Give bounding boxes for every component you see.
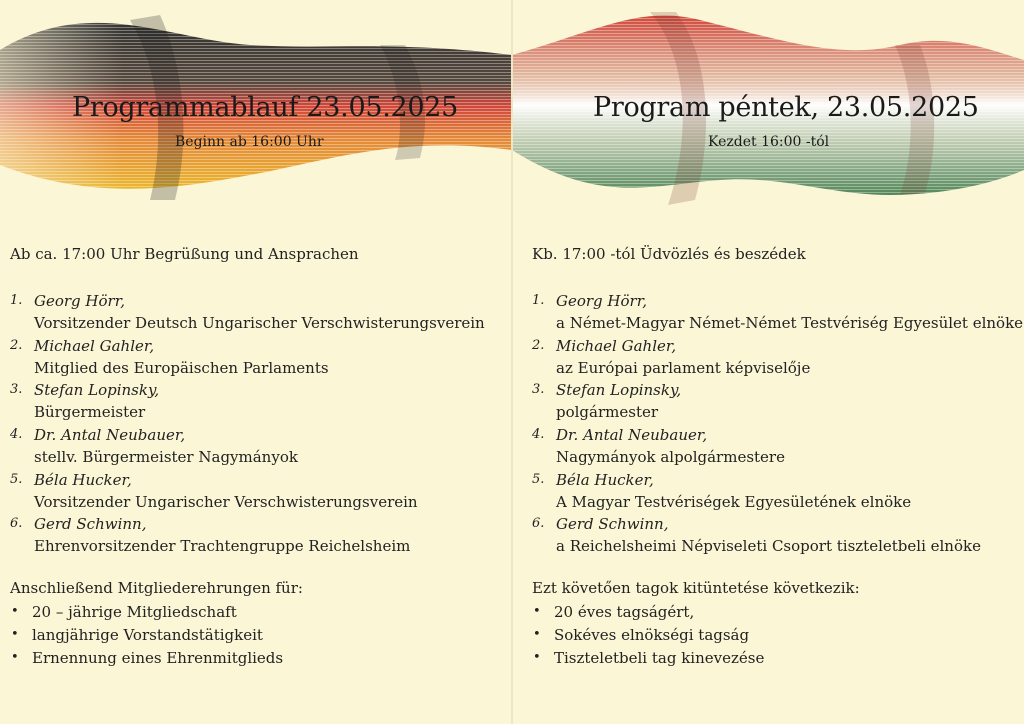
speaker-number: 4. — [532, 427, 545, 443]
speaker-item — [532, 379, 1023, 424]
speaker-role: a Német-Magyar Német-Német Testvériség Egyesület elnöke — [556, 314, 1024, 332]
speaker-number: 5. — [532, 471, 545, 487]
speaker-role: Bürgermeister — [34, 403, 146, 422]
speaker-item — [532, 424, 1023, 469]
speaker-number: 6. — [532, 516, 545, 532]
speaker-number: 6. — [10, 516, 23, 532]
speaker-number: 4. — [10, 427, 23, 443]
honor-label: 20 – jährige Mitgliedschaft — [32, 603, 237, 621]
speaker-role: Mitglied des Europäischen Parlaments — [34, 358, 329, 377]
honor-label: Tiszteletbeli tag kinevezése — [554, 649, 765, 667]
speaker-item — [532, 513, 1023, 558]
german-honors-list — [10, 601, 283, 670]
bullet-dot-icon: • — [11, 650, 19, 665]
speaker-role: az Európai parlament képviselője — [556, 358, 811, 377]
german-subtitle: Beginn ab 16:00 Uhr — [175, 134, 324, 150]
honor-item — [532, 624, 764, 647]
bullet-dot-icon: • — [533, 650, 541, 665]
speaker-name: Dr. Antal Neubauer, — [34, 426, 186, 445]
speaker-name: Michael Gahler, — [34, 336, 155, 355]
hungarian-honors-heading: Ezt követően tagok kitüntetése következik: — [532, 579, 860, 597]
hungarian-honors-list — [532, 601, 764, 670]
honor-item — [10, 624, 283, 647]
honor-label: Ernennung eines Ehrenmitglieds — [32, 649, 284, 667]
honor-item — [532, 647, 764, 670]
german-intro: Ab ca. 17:00 Uhr Begrüßung und Ansprachen — [10, 245, 359, 263]
bullet-dot-icon: • — [533, 604, 541, 619]
german-honors-heading: Anschließend Mitgliederehrungen für: — [10, 579, 303, 597]
hungarian-speaker-list — [532, 290, 1023, 558]
speaker-number: 1. — [532, 293, 545, 308]
speaker-number: 3. — [10, 382, 23, 398]
german-title: Programmablauf 23.05.2025 — [72, 92, 458, 123]
speaker-role: polgármester — [556, 403, 659, 422]
speaker-number: 5. — [10, 471, 23, 487]
speaker-role: Nagymányok alpolgármestere — [556, 448, 785, 467]
speaker-role: a Reichelsheimi Népviseleti Csoport tiszteletbeli elnöke — [556, 537, 981, 556]
honor-item — [10, 647, 283, 670]
speaker-number: 2. — [532, 337, 545, 353]
bullet-dot-icon: • — [11, 627, 19, 642]
hungarian-title: Program péntek, 23.05.2025 — [593, 92, 979, 123]
honor-label: langjährige Vorstandstätigkeit — [32, 626, 263, 644]
speaker-name: Michael Gahler, — [556, 336, 677, 355]
speaker-item — [532, 290, 1023, 335]
speaker-item — [532, 335, 1023, 380]
speaker-number: 1. — [10, 293, 23, 308]
honor-label: 20 éves tagságért, — [554, 603, 695, 621]
speaker-name: Dr. Antal Neubauer, — [556, 426, 708, 445]
speaker-role: Vorsitzender Deutsch Ungarischer Verschwisterungsverein — [34, 314, 485, 332]
speaker-name: Georg Hörr, — [34, 292, 126, 310]
bullet-dot-icon: • — [11, 604, 19, 619]
speaker-name: Béla Hucker, — [556, 470, 654, 489]
hungarian-intro: Kb. 17:00 -tól Üdvözlés és beszédek — [532, 245, 806, 263]
speaker-item — [10, 379, 485, 424]
speaker-number: 2. — [10, 337, 23, 353]
speaker-role: Vorsitzender Ungarischer Verschwisterungsverein — [34, 492, 418, 511]
hungarian-subtitle: Kezdet 16:00 -tól — [708, 134, 830, 150]
speaker-role: stellv. Bürgermeister Nagymányok — [34, 448, 298, 467]
speaker-role: A Magyar Testvériségek Egyesületének elnöke — [556, 492, 912, 511]
speaker-name: Gerd Schwinn, — [34, 515, 147, 534]
speaker-item — [10, 290, 485, 335]
speaker-item — [532, 469, 1023, 514]
speaker-name: Béla Hucker, — [34, 470, 132, 489]
honor-item — [532, 601, 764, 624]
speaker-name: Georg Hörr, — [556, 292, 648, 310]
speaker-name: Stefan Lopinsky, — [556, 381, 682, 400]
speaker-item — [10, 424, 485, 469]
speaker-name: Gerd Schwinn, — [556, 515, 669, 534]
honor-label: Sokéves elnökségi tagság — [554, 626, 750, 644]
speaker-name: Stefan Lopinsky, — [34, 381, 160, 400]
german-speaker-list — [10, 290, 485, 558]
speaker-item — [10, 513, 485, 558]
hungarian-program-panel — [512, 0, 1024, 724]
speaker-number: 3. — [532, 382, 545, 398]
bullet-dot-icon: • — [533, 627, 541, 642]
honor-item — [10, 601, 283, 624]
speaker-item — [10, 335, 485, 380]
speaker-role: Ehrenvorsitzender Trachtengruppe Reichelsheim — [34, 537, 411, 556]
speaker-item — [10, 469, 485, 514]
